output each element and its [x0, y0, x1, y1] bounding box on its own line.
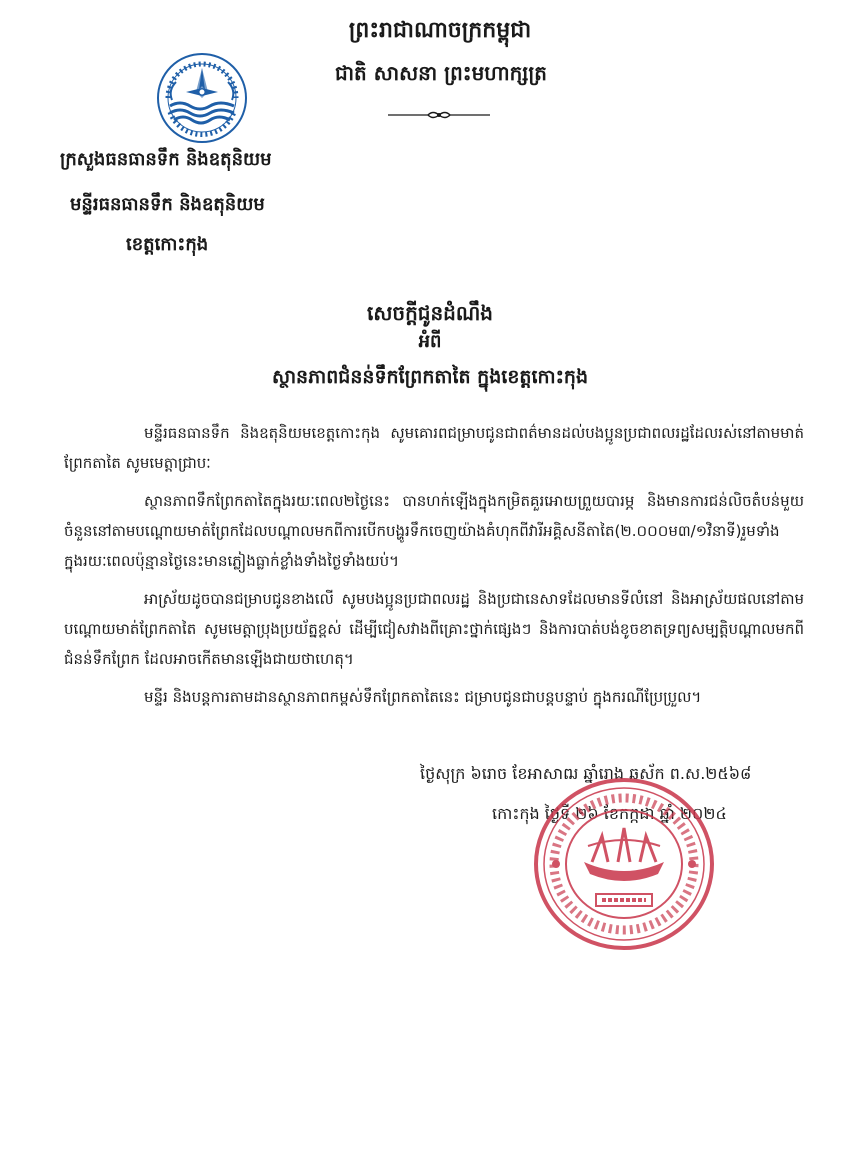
about-label: អំពី: [418, 331, 442, 352]
official-seal-icon: [532, 776, 716, 952]
national-motto: ជាតិ សាសនា ព្រះមហាក្សត្រ: [335, 61, 547, 85]
body-paragraph: អាស្រ័យដូចបានជម្រាបជូនខាងលើ សូមបងប្អូនប្រជាពលរដ្ឋ និងប្រជានេសាទដែលមានទីលំនៅ និងអាស្រ័យផលនៅតាមបណ្តោយមាត់ព្រែកតាតៃ សូមមេត្តាប្រុងប្រយ័ត្នខ្ពស់ ដើម្បីជៀសវាងពីគ្រោះថ្នាក់ផ្សេងៗ និងការបាត់បង់ខូចខាតទ្រព្យសម្បត្តិបណ្តាលមកពីជំនន់ទឹកព្រែក ដែលអាចកើតមានឡើងជាយថាហេតុ។: [64, 590, 804, 668]
kingdom-heading: ព្រះរាជាណាចក្រកម្ពុជា: [348, 18, 532, 43]
ministry-emblem-icon: [156, 52, 248, 144]
body-paragraph: មន្ទីរធនធានទឹក និងឧតុនិយមខេត្តកោះកុង សូមគោរពជម្រាបជូនជាពត៌មានដល់បងប្អូនប្រជាពលរដ្ឋដែលរស់នៅតាមមាត់ព្រែកតាតៃ សូមមេត្តាជ្រាបៈ: [64, 424, 804, 472]
body-paragraph: ស្ថានភាពទឹកព្រែកតាតៃក្នុងរយៈពេល២ថ្ងៃនេះ បានហក់ឡើងក្នុងកម្រិតគួរអោយព្រួយបារម្ភ និងមានការជន់លិចតំបន់មួយចំនួននៅតាមបណ្តោយមាត់ព្រែកដែលបណ្តាលមកពីការបើកបង្ហូរទឹកចេញយ៉ាងគំហុកពីវារីអគ្គិសនីតាតៃ(២.០០០ម៣/១វិនាទី)រួមទាំងក្នុងរយៈពេលប៉ុន្មានថ្ងៃនេះមានភ្លៀងធ្លាក់ខ្លាំងទាំងថ្ងៃទាំងយប់។: [64, 492, 804, 570]
department-name: មន្ទីរធនធានទឹក និងឧតុនិយម: [70, 194, 265, 215]
province-name: ខេត្តកោះកុង: [126, 234, 209, 255]
document-type-title: សេចក្តីជូនដំណឹង: [367, 301, 493, 325]
notice-subject: ស្ថានភាពជំនន់ទឹកព្រែកតាតៃ ក្នុងខេត្តកោះកុង: [271, 366, 589, 388]
place-and-date: កោះកុង ថ្ងៃទី ២៦ ខែកក្កដា ឆ្នាំ ២០២៤: [492, 804, 727, 823]
ministry-name: ក្រសួងធនធានទឹក និងឧតុនិយម: [60, 149, 272, 170]
lunar-date: ថ្ងៃសុក្រ ៦រោច ខែអាសាឍ ឆ្នាំរោង ឆស័ក ព.ស.២៥៦៨: [420, 764, 752, 783]
notice-body: [64, 418, 804, 720]
ornament-divider-icon: [388, 108, 490, 122]
body-paragraph: មន្ទីរ និងបន្តការតាមដានស្ថានភាពកម្ពស់ទឹកព្រែកតាតៃនេះ ជម្រាបជូនជាបន្តបន្ទាប់ ក្នុងករណីប្រែប្រួល។: [144, 688, 702, 706]
